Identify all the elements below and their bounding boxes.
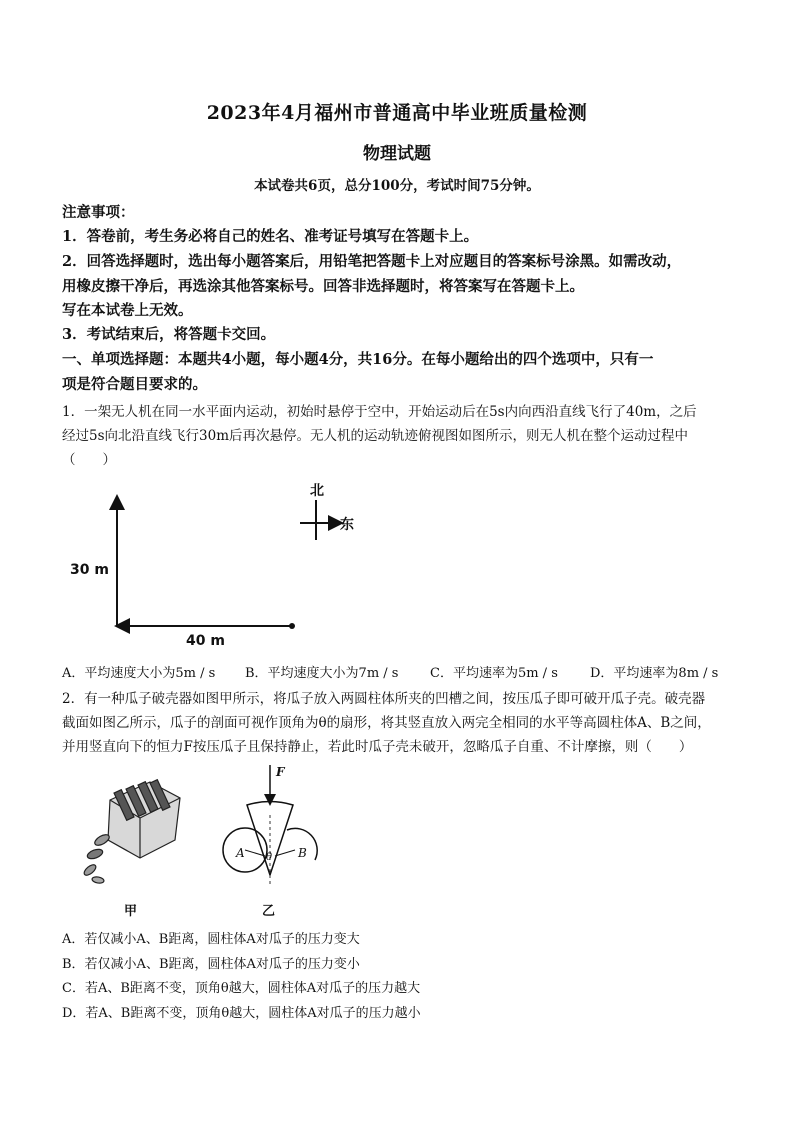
q2-option-d: D．若A、B距离不变，顶角θ越大，圆柱体A对瓜子的压力越小 [62, 1006, 421, 1021]
start-point [289, 623, 295, 629]
notes-heading: 注意事项： [62, 204, 135, 221]
q2-stem-line-2: 截面如图乙所示，瓜子的剖面可视作顶角为θ的扇形，将其竖直放入两完全相同的水平等高圆柱体A、B之间， [62, 715, 711, 731]
q1-option-b: B．平均速度大小为7m / s [245, 666, 399, 681]
force-label: F [276, 765, 285, 779]
q2-option-c: C．若A、B距离不变，顶角θ越大，圆柱体A对瓜子的压力越大 [62, 981, 421, 996]
q2-figure-jia [80, 770, 190, 895]
q2-stem-line-1: 2．有一种瓜子破壳器如图甲所示，将瓜子放入两圆柱体所夹的凹槽之间，按压瓜子即可破开瓜子壳。破壳器 [62, 691, 706, 707]
q2-option-b: B．若仅减小A、B距离，圆柱体A对瓜子的压力变小 [62, 957, 360, 972]
figure-yi-label: 乙 [262, 904, 276, 919]
theta-label: θ [266, 852, 273, 863]
cylinder-a-label: A [236, 846, 245, 860]
q1-stem-line-1: 1．一架无人机在同一水平面内运动，初始时悬停于空中，开始运动后在5s内向西沿直线飞行了40m，之后 [62, 404, 697, 420]
q1-stem-line-2: 经过5s向北沿直线飞行30m后再次悬停。无人机的运动轨迹俯视图如图所示，则无人机在整个运动过程中 [62, 428, 688, 444]
compass-north-label: 北 [310, 483, 324, 499]
q2-option-a: A．若仅减小A、B距离，圆柱体A对瓜子的压力变大 [62, 932, 360, 947]
exam-info: 本试卷共6页，总分100分，考试时间75分钟。 [254, 178, 540, 194]
note-2-line-3: 写在本试卷上无效。 [62, 302, 193, 319]
q1-option-a: A．平均速度大小为5m / s [62, 666, 216, 681]
q1-option-d: D．平均速率为8m / s [590, 666, 719, 681]
note-2-line-2: 用橡皮擦干净后，再选涂其他答案标号。回答非选择题时，将答案写在答题卡上。 [62, 278, 584, 295]
q1-label-30m: 30 m [70, 562, 109, 578]
exam-subject: 物理试题 [363, 144, 431, 164]
section-heading-line-2: 项是符合题目要求的。 [62, 376, 207, 393]
note-2-line-1: 2．回答选择题时，选出每小题答案后，用铅笔把答题卡上对应题目的答案标号涂黑。如需改动， [62, 253, 682, 270]
q2-figure-yi [215, 760, 335, 900]
q1-label-40m: 40 m [186, 633, 225, 649]
section-heading-line-1: 一、单项选择题：本题共4小题，每小题4分，共16分。在每小题给出的四个选项中，只有一 [62, 351, 654, 368]
q1-stem-line-3: （ ） [62, 452, 116, 468]
compass-east-label: 东 [340, 517, 354, 533]
exam-title: 2023年4月福州市普通高中毕业班质量检测 [206, 102, 588, 124]
q1-option-c: C．平均速率为5m / s [430, 666, 558, 681]
note-1: 1．答卷前，考生务必将自己的姓名、准考证号填写在答题卡上。 [62, 228, 479, 245]
figure-jia-label: 甲 [124, 904, 138, 919]
cylinder-b-label: B [298, 846, 307, 860]
q2-stem-line-3: 并用竖直向下的恒力F按压瓜子且保持静止，若此时瓜子壳未破开，忽略瓜子自重、不计摩擦，则（ ） [62, 739, 693, 755]
note-3: 3．考试结束后，将答题卡交回。 [62, 326, 276, 343]
